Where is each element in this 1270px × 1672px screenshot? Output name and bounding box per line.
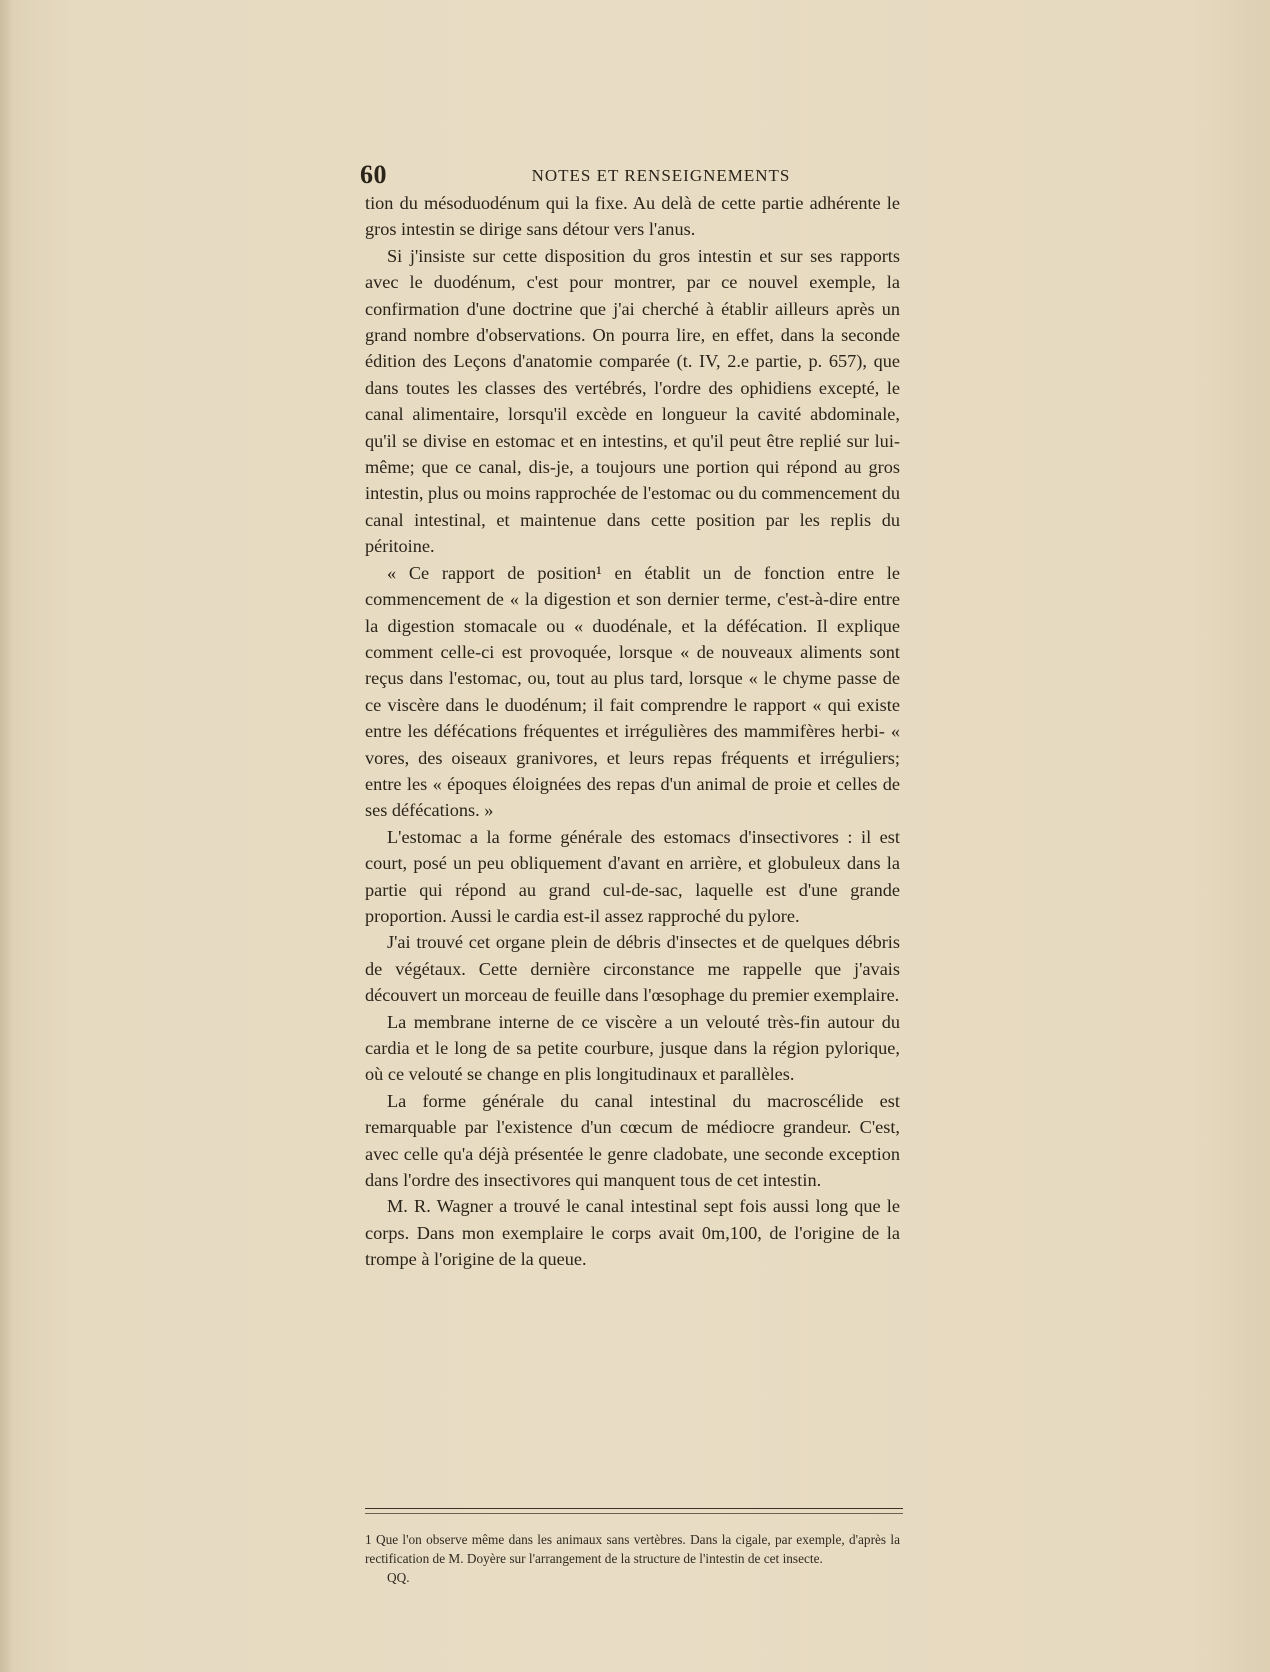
paragraph-estomac: L'estomac a la forme générale des estomacs d'insectivores : il est court, posé un peu obliquement d'avant en arrière, et globuleux dans la partie qui répond au grand cul-de-sac, laquelle est d'une grande proportion. Aussi le cardia est-il assez rapproché du pylore. — [365, 826, 900, 926]
page-edge-shadow — [0, 0, 14, 1672]
footnote — [365, 1530, 900, 1587]
paragraph-intestinal-canal: La forme générale du canal intestinal du macroscélide est remarquable par l'existence d'un cœcum de médiocre grandeur. C'est, avec celle qu'a déjà présentée le genre cladobate, une seconde exception dans l'ordre des insectivores qui manquent tous de cet intestin. — [365, 1090, 900, 1191]
running-title: NOTES ET RENSEIGNEMENTS — [531, 166, 791, 185]
main-text — [365, 190, 900, 1273]
paragraph-contents: J'ai trouvé cet organe plein de débris d'insectes et de quelques débris de végétaux. Cette dernière circonstance me rappelle que j'avais découvert un morceau de feuille dans l'œsophage du premier exemplaire. — [365, 932, 900, 1006]
paragraph-wagner: M. R. Wagner a trouvé le canal intestinal sept fois aussi long que le corps. Dans mon exemplaire le corps avait 0m,100, de l'origine de la trompe à l'origine de la queue. — [365, 1196, 900, 1270]
footnote-signature: QQ. — [387, 1570, 410, 1585]
paragraph-membrane: La membrane interne de ce viscère a un velouté très-fin autour du cardia et le long de sa petite courbure, jusque dans la région pylorique, où ce velouté se change en plis longitudinaux et parallèles. — [365, 1011, 900, 1085]
running-head — [360, 160, 900, 190]
paragraph-quotation: « Ce rapport de position¹ en établit un de fonction entre le commencement de « la digestion et son dernier terme, c'est-à-dire entre la digestion stomacale ou « duodénale, et la défécation. Il explique comment celle-ci est provoquée, lorsque « de nouveaux aliments sont reçus dans l'estomac, ou, tout au plus tard, lorsque « le chyme passe de ce viscère dans le duodénum; il fait comprendre le rapport « qui existe entre les défécations fréquentes et irrégulières des mammifères herbi- « vores, des oiseaux granivores, et leurs repas fréquents et irréguliers; entre les « époques éloignées des repas d'un animal de proie et celles de ses défécations. » — [365, 562, 900, 821]
footnote-rule-thin — [365, 1513, 903, 1514]
footnote-rule — [365, 1508, 903, 1509]
paragraph-doctrine: Si j'insiste sur cette disposition du gros intestin et sur ses rapports avec le duodénum, c'est pour montrer, par ce nouvel exemple, la confirmation d'une doctrine que j'ai cherché à établir ailleurs après un grand nombre d'observations. On pourra lire, en effet, dans la seconde édition des Leçons d'anatomie comparée (t. IV, 2.e partie, p. 657), que dans toutes les classes des vertébrés, l'ordre des ophidiens excepté, le canal alimentaire, lorsqu'il excède en longueur la cavité abdominale, qu'il se divise en estomac et en intestins, et qu'il peut être replié sur lui-même; que ce canal, dis-je, a toujours une portion qui répond au gros intestin, plus ou moins rapprochée de l'estomac ou du commencement du canal intestinal, et maintenue dans cette position par les replis du péritoine. — [365, 245, 900, 557]
page-number: 60 — [360, 160, 387, 189]
footnote-text: 1 Que l'on observe même dans les animaux sans vertèbres. Dans la cigale, par exemple, d'après la rectification de M. Doyère sur l'arrangement de la structure de l'intestin de cet insecte. — [365, 1532, 900, 1566]
paragraph-continuation: tion du mésoduodénum qui la fixe. Au delà de cette partie adhérente le gros intestin se dirige sans détour vers l'anus. — [365, 193, 900, 240]
